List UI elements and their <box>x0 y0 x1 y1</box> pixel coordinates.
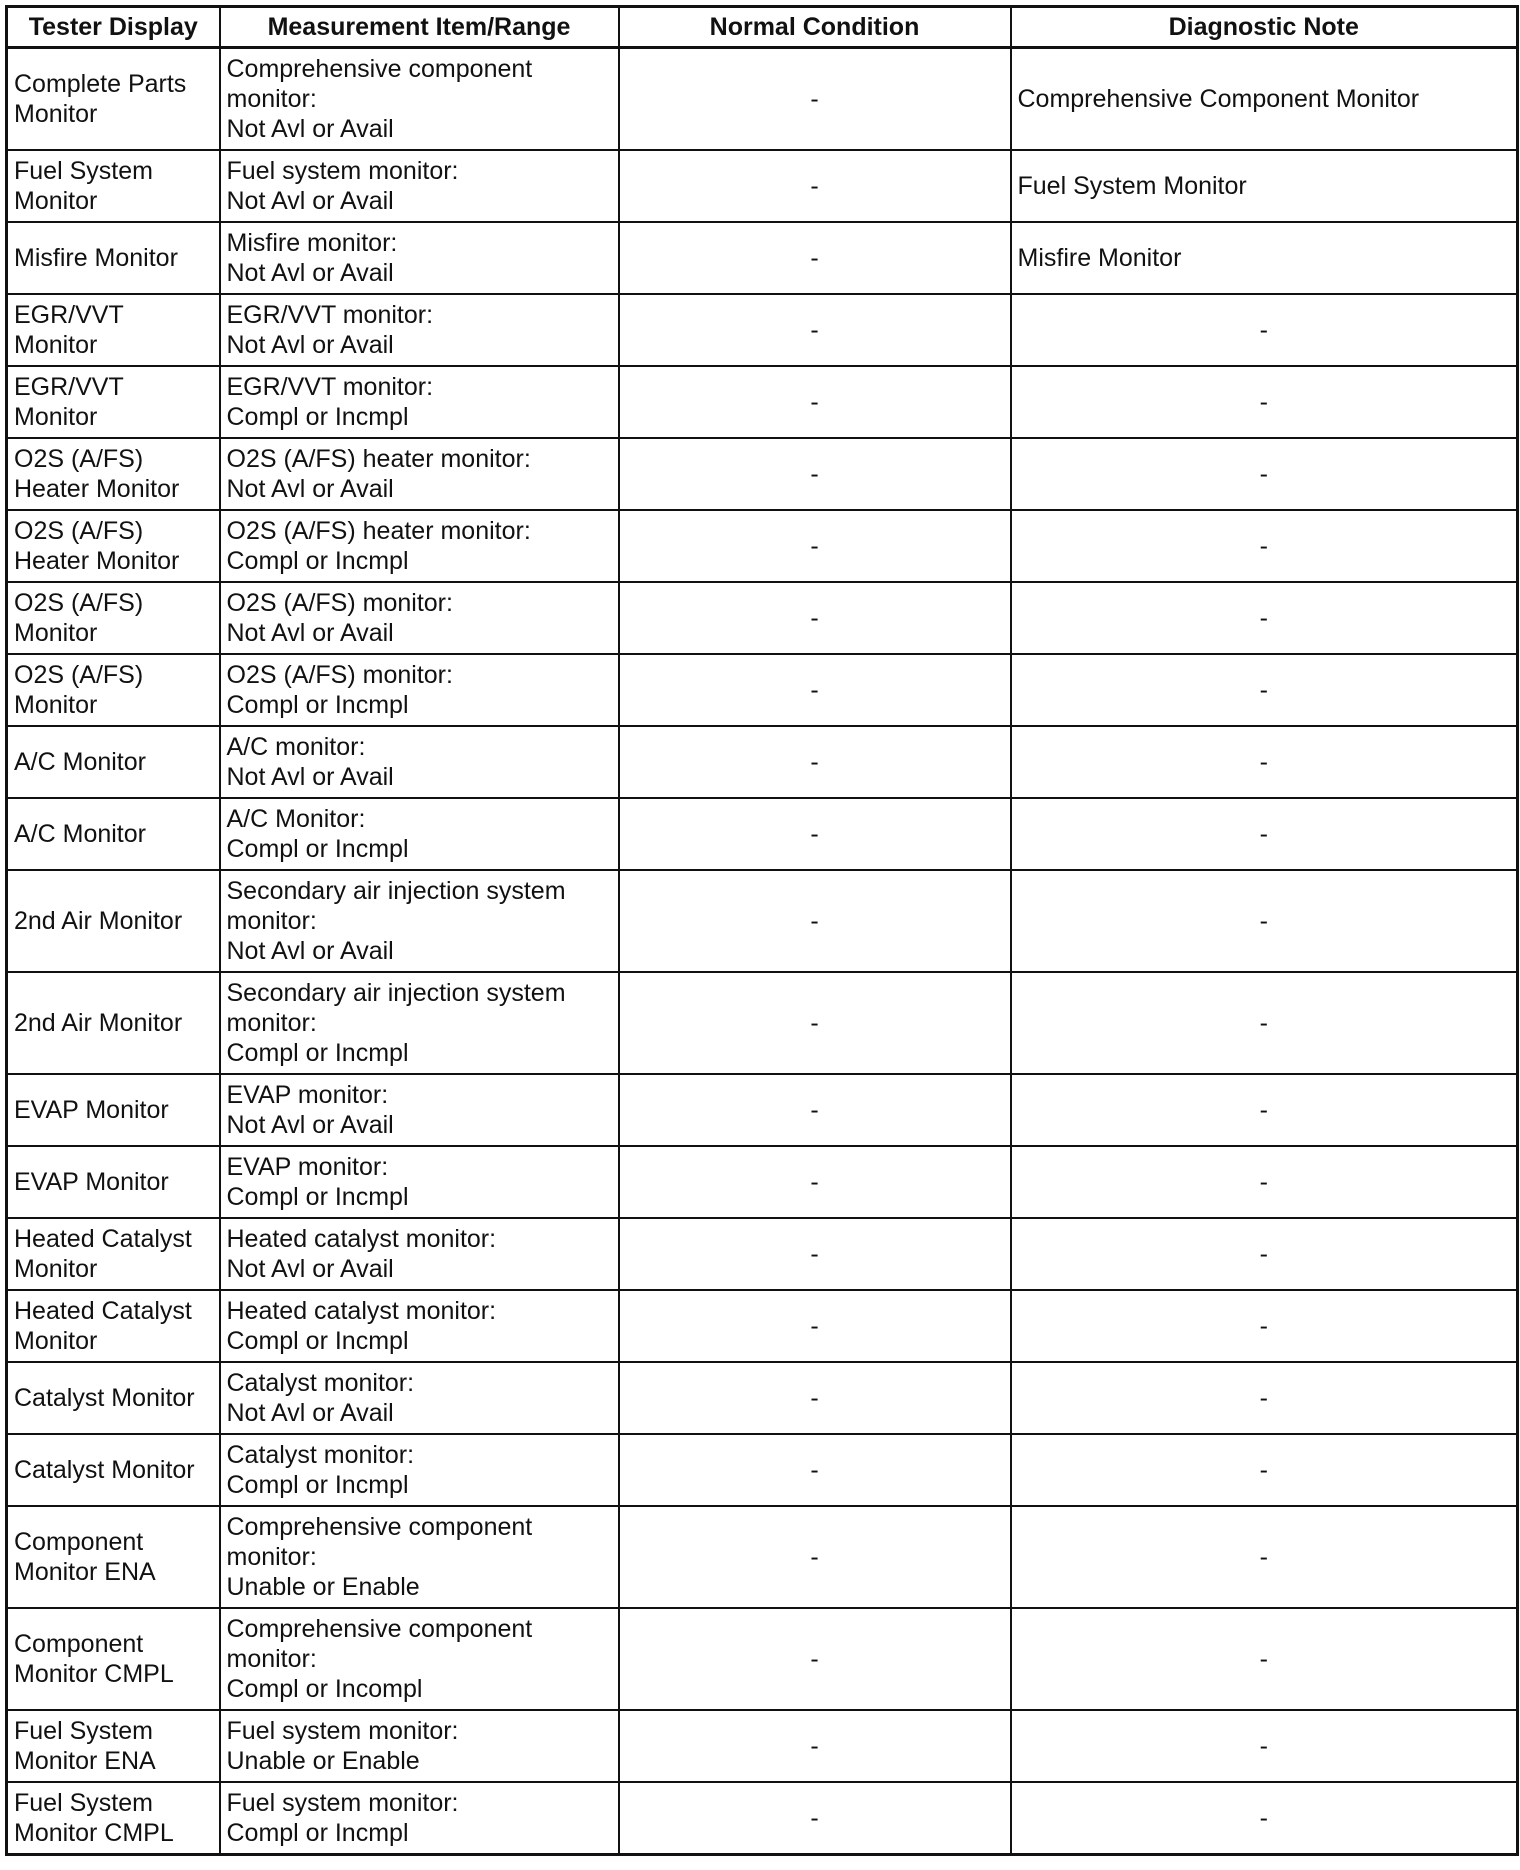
table-row <box>7 150 1518 222</box>
tester-display-cell-line: O2S (A/FS) <box>14 661 144 689</box>
normal-condition-cell: - <box>619 1782 1011 1855</box>
tester-display-cell <box>7 870 220 972</box>
diagnostic-note-cell: - <box>1011 294 1518 366</box>
table-row <box>7 798 1518 870</box>
measurement-item-cell-line: monitor: <box>226 1645 317 1673</box>
tester-display-cell-line: Catalyst Monitor <box>14 1384 195 1412</box>
normal-condition-cell: - <box>619 972 1011 1074</box>
measurement-item-cell-line: Heated catalyst monitor: <box>226 1225 497 1253</box>
tester-display-cell <box>7 366 220 438</box>
measurement-item-cell-line: Unable or Enable <box>226 1573 420 1601</box>
measurement-item-cell-line: monitor: <box>226 1543 317 1571</box>
measurement-item-cell <box>220 1218 619 1290</box>
table-row <box>7 972 1518 1074</box>
tester-display-cell-line: EVAP Monitor <box>14 1096 169 1124</box>
measurement-item-cell-line: Not Avl or Avail <box>226 937 394 965</box>
measurement-item-cell <box>220 510 619 582</box>
measurement-item-cell-line: Secondary air injection system <box>226 877 566 905</box>
measurement-item-cell-line: EVAP monitor: <box>226 1081 389 1109</box>
tester-display-cell-line: Heated Catalyst <box>14 1225 192 1253</box>
normal-condition-cell: - <box>619 1608 1011 1710</box>
tester-display-cell <box>7 654 220 726</box>
diagnostic-note-cell: - <box>1011 1362 1518 1434</box>
measurement-item-cell-line: Fuel system monitor: <box>226 1717 459 1745</box>
normal-condition-cell: - <box>619 366 1011 438</box>
normal-condition-cell: - <box>619 438 1011 510</box>
tester-display-cell-line: EGR/VVT <box>14 373 124 401</box>
measurement-item-cell-line: Not Avl or Avail <box>226 1399 394 1427</box>
diagnostic-note-cell: - <box>1011 510 1518 582</box>
normal-condition-cell: - <box>619 1290 1011 1362</box>
measurement-item-cell <box>220 1608 619 1710</box>
measurement-item-cell <box>220 1506 619 1608</box>
tester-display-cell <box>7 1506 220 1608</box>
tester-display-cell <box>7 222 220 294</box>
measurement-item-cell-line: Not Avl or Avail <box>226 619 394 647</box>
tester-display-cell-line: 2nd Air Monitor <box>14 1009 183 1037</box>
measurement-item-cell <box>220 798 619 870</box>
tester-display-cell-line: Monitor CMPL <box>14 1819 174 1847</box>
table-row <box>7 1290 1518 1362</box>
tester-display-cell-line: Misfire Monitor <box>14 244 178 272</box>
table-row <box>7 654 1518 726</box>
tester-display-cell-line: EVAP Monitor <box>14 1168 169 1196</box>
diagnostic-note-cell: - <box>1011 1146 1518 1218</box>
tester-display-cell-line: Component <box>14 1528 144 1556</box>
table-header-row <box>7 7 1518 48</box>
table-row <box>7 1434 1518 1506</box>
diagnostic-note-cell: - <box>1011 798 1518 870</box>
measurement-item-cell-line: Not Avl or Avail <box>226 187 394 215</box>
tester-display-cell-line: Fuel System <box>14 1789 153 1817</box>
measurement-item-cell-line: Misfire monitor: <box>226 229 398 257</box>
diagnostic-note-cell: - <box>1011 438 1518 510</box>
tester-display-cell-line: O2S (A/FS) <box>14 589 144 617</box>
tester-display-cell <box>7 798 220 870</box>
measurement-item-cell <box>220 870 619 972</box>
measurement-item-cell-line: monitor: <box>226 907 317 935</box>
measurement-item-cell-line: Compl or Incompl <box>226 1675 423 1703</box>
measurement-item-cell-line: Unable or Enable <box>226 1747 420 1775</box>
measurement-item-cell-line: Fuel system monitor: <box>226 157 459 185</box>
diagnostic-note-cell: Comprehensive Component Monitor <box>1011 48 1518 151</box>
measurement-item-cell <box>220 1290 619 1362</box>
measurement-item-cell-line: O2S (A/FS) heater monitor: <box>226 517 531 545</box>
tester-display-cell <box>7 510 220 582</box>
tester-display-cell <box>7 726 220 798</box>
normal-condition-cell: - <box>619 1146 1011 1218</box>
table-row <box>7 366 1518 438</box>
tester-display-cell <box>7 1362 220 1434</box>
table-row <box>7 222 1518 294</box>
diagnostic-note-cell: Misfire Monitor <box>1011 222 1518 294</box>
measurement-item-cell-line: Compl or Incmpl <box>226 691 409 719</box>
header-tester-display: Tester Display <box>7 7 220 48</box>
tester-display-cell-line: Heater Monitor <box>14 475 180 503</box>
table-row <box>7 1362 1518 1434</box>
measurement-item-cell-line: Catalyst monitor: <box>226 1441 415 1469</box>
table-row <box>7 1608 1518 1710</box>
normal-condition-cell: - <box>619 1506 1011 1608</box>
tester-display-cell-line: Component <box>14 1630 144 1658</box>
measurement-item-cell-line: Secondary air injection system <box>226 979 566 1007</box>
measurement-item-cell-line: O2S (A/FS) monitor: <box>226 589 453 617</box>
measurement-item-cell-line: Not Avl or Avail <box>226 259 394 287</box>
normal-condition-cell: - <box>619 150 1011 222</box>
diagnostic-note-cell: - <box>1011 1782 1518 1855</box>
table-row <box>7 1218 1518 1290</box>
measurement-item-cell-line: Compl or Incmpl <box>226 1471 409 1499</box>
measurement-item-cell-line: EGR/VVT monitor: <box>226 301 434 329</box>
measurement-item-cell-line: Comprehensive component <box>226 55 533 83</box>
table-row <box>7 48 1518 151</box>
table-row <box>7 1782 1518 1855</box>
measurement-item-cell <box>220 726 619 798</box>
diagnostic-note-cell: - <box>1011 366 1518 438</box>
tester-display-cell <box>7 150 220 222</box>
measurement-item-cell-line: Comprehensive component <box>226 1513 533 1541</box>
tester-display-cell-line: Monitor <box>14 1327 98 1355</box>
tester-display-cell-line: Complete Parts <box>14 70 187 98</box>
normal-condition-cell: - <box>619 294 1011 366</box>
measurement-item-cell-line: EVAP monitor: <box>226 1153 389 1181</box>
measurement-item-cell <box>220 972 619 1074</box>
tester-display-cell-line: Monitor <box>14 100 98 128</box>
measurement-item-cell-line: A/C monitor: <box>226 733 366 761</box>
tester-display-cell-line: Monitor <box>14 187 98 215</box>
measurement-item-cell <box>220 654 619 726</box>
header-normal-condition: Normal Condition <box>619 7 1011 48</box>
table-body <box>7 48 1518 1855</box>
table-row <box>7 1074 1518 1146</box>
tester-display-cell-line: Fuel System <box>14 1717 153 1745</box>
measurement-item-cell <box>220 1710 619 1782</box>
tester-display-cell-line: Monitor <box>14 403 98 431</box>
tester-display-cell-line: Monitor CMPL <box>14 1660 174 1688</box>
tester-display-cell-line: Catalyst Monitor <box>14 1456 195 1484</box>
measurement-item-cell <box>220 48 619 151</box>
measurement-item-cell-line: Compl or Incmpl <box>226 835 409 863</box>
table-row <box>7 438 1518 510</box>
diagnostic-note-cell: - <box>1011 726 1518 798</box>
measurement-item-cell-line: Compl or Incmpl <box>226 547 409 575</box>
tester-display-cell <box>7 48 220 151</box>
tester-display-cell <box>7 1782 220 1855</box>
tester-display-cell <box>7 972 220 1074</box>
measurement-item-cell-line: Not Avl or Avail <box>226 1111 394 1139</box>
tester-display-cell-line: Monitor <box>14 331 98 359</box>
diagnostic-note-cell: - <box>1011 870 1518 972</box>
table-row <box>7 294 1518 366</box>
measurement-item-cell <box>220 1074 619 1146</box>
measurement-item-cell <box>220 150 619 222</box>
tester-display-cell-line: O2S (A/FS) <box>14 517 144 545</box>
diagnostic-note-cell: - <box>1011 1434 1518 1506</box>
measurement-item-cell <box>220 222 619 294</box>
diagnostic-note-cell: Fuel System Monitor <box>1011 150 1518 222</box>
tester-display-cell <box>7 1218 220 1290</box>
normal-condition-cell: - <box>619 870 1011 972</box>
measurement-item-cell <box>220 438 619 510</box>
measurement-item-cell <box>220 582 619 654</box>
normal-condition-cell: - <box>619 726 1011 798</box>
measurement-item-cell-line: Not Avl or Avail <box>226 115 394 143</box>
monitor-status-table <box>5 5 1519 1856</box>
tester-display-cell-line: Monitor ENA <box>14 1747 156 1775</box>
measurement-item-cell-line: EGR/VVT monitor: <box>226 373 434 401</box>
normal-condition-cell: - <box>619 1074 1011 1146</box>
normal-condition-cell: - <box>619 582 1011 654</box>
measurement-item-cell <box>220 1782 619 1855</box>
table-row <box>7 870 1518 972</box>
diagnostic-note-cell: - <box>1011 972 1518 1074</box>
monitor-table-container <box>5 5 1516 1856</box>
tester-display-cell-line: Monitor <box>14 1255 98 1283</box>
measurement-item-cell <box>220 1434 619 1506</box>
measurement-item-cell-line: Heated catalyst monitor: <box>226 1297 497 1325</box>
tester-display-cell <box>7 1434 220 1506</box>
header-diagnostic-note: Diagnostic Note <box>1011 7 1518 48</box>
diagnostic-note-cell: - <box>1011 1290 1518 1362</box>
normal-condition-cell: - <box>619 1218 1011 1290</box>
tester-display-cell <box>7 1146 220 1218</box>
normal-condition-cell: - <box>619 1362 1011 1434</box>
normal-condition-cell: - <box>619 1434 1011 1506</box>
tester-display-cell-line: Monitor <box>14 619 98 647</box>
measurement-item-cell <box>220 294 619 366</box>
tester-display-cell-line: 2nd Air Monitor <box>14 907 183 935</box>
tester-display-cell-line: Heated Catalyst <box>14 1297 192 1325</box>
measurement-item-cell-line: Compl or Incmpl <box>226 1327 409 1355</box>
measurement-item-cell-line: O2S (A/FS) heater monitor: <box>226 445 531 473</box>
diagnostic-note-cell: - <box>1011 1608 1518 1710</box>
diagnostic-note-cell: - <box>1011 1506 1518 1608</box>
table-row <box>7 510 1518 582</box>
measurement-item-cell <box>220 1146 619 1218</box>
tester-display-cell-line: O2S (A/FS) <box>14 445 144 473</box>
measurement-item-cell <box>220 1362 619 1434</box>
measurement-item-cell-line: Not Avl or Avail <box>226 763 394 791</box>
measurement-item-cell-line: monitor: <box>226 85 317 113</box>
normal-condition-cell: - <box>619 48 1011 151</box>
measurement-item-cell-line: Compl or Incmpl <box>226 403 409 431</box>
tester-display-cell <box>7 1710 220 1782</box>
header-measurement-item: Measurement Item/Range <box>220 7 619 48</box>
tester-display-cell <box>7 1074 220 1146</box>
table-row <box>7 1146 1518 1218</box>
tester-display-cell-line: Monitor <box>14 691 98 719</box>
measurement-item-cell-line: Compl or Incmpl <box>226 1183 409 1211</box>
measurement-item-cell-line: Comprehensive component <box>226 1615 533 1643</box>
table-row <box>7 1710 1518 1782</box>
table-row <box>7 726 1518 798</box>
tester-display-cell-line: A/C Monitor <box>14 820 146 848</box>
measurement-item-cell-line: monitor: <box>226 1009 317 1037</box>
tester-display-cell <box>7 1608 220 1710</box>
diagnostic-note-cell: - <box>1011 1218 1518 1290</box>
tester-display-cell-line: Fuel System <box>14 157 153 185</box>
normal-condition-cell: - <box>619 1710 1011 1782</box>
measurement-item-cell-line: Compl or Incmpl <box>226 1819 409 1847</box>
table-row <box>7 1506 1518 1608</box>
measurement-item-cell-line: Compl or Incmpl <box>226 1039 409 1067</box>
normal-condition-cell: - <box>619 222 1011 294</box>
tester-display-cell <box>7 438 220 510</box>
tester-display-cell <box>7 1290 220 1362</box>
tester-display-cell-line: A/C Monitor <box>14 748 146 776</box>
measurement-item-cell-line: Not Avl or Avail <box>226 331 394 359</box>
tester-display-cell <box>7 582 220 654</box>
measurement-item-cell-line: A/C Monitor: <box>226 805 366 833</box>
measurement-item-cell-line: Not Avl or Avail <box>226 1255 394 1283</box>
tester-display-cell-line: EGR/VVT <box>14 301 124 329</box>
measurement-item-cell-line: Catalyst monitor: <box>226 1369 415 1397</box>
normal-condition-cell: - <box>619 798 1011 870</box>
tester-display-cell <box>7 294 220 366</box>
measurement-item-cell-line: O2S (A/FS) monitor: <box>226 661 453 689</box>
tester-display-cell-line: Monitor ENA <box>14 1558 156 1586</box>
table-row <box>7 582 1518 654</box>
measurement-item-cell-line: Fuel system monitor: <box>226 1789 459 1817</box>
normal-condition-cell: - <box>619 510 1011 582</box>
tester-display-cell-line: Heater Monitor <box>14 547 180 575</box>
diagnostic-note-cell: - <box>1011 582 1518 654</box>
measurement-item-cell-line: Not Avl or Avail <box>226 475 394 503</box>
diagnostic-note-cell: - <box>1011 1710 1518 1782</box>
normal-condition-cell: - <box>619 654 1011 726</box>
diagnostic-note-cell: - <box>1011 654 1518 726</box>
diagnostic-note-cell: - <box>1011 1074 1518 1146</box>
measurement-item-cell <box>220 366 619 438</box>
